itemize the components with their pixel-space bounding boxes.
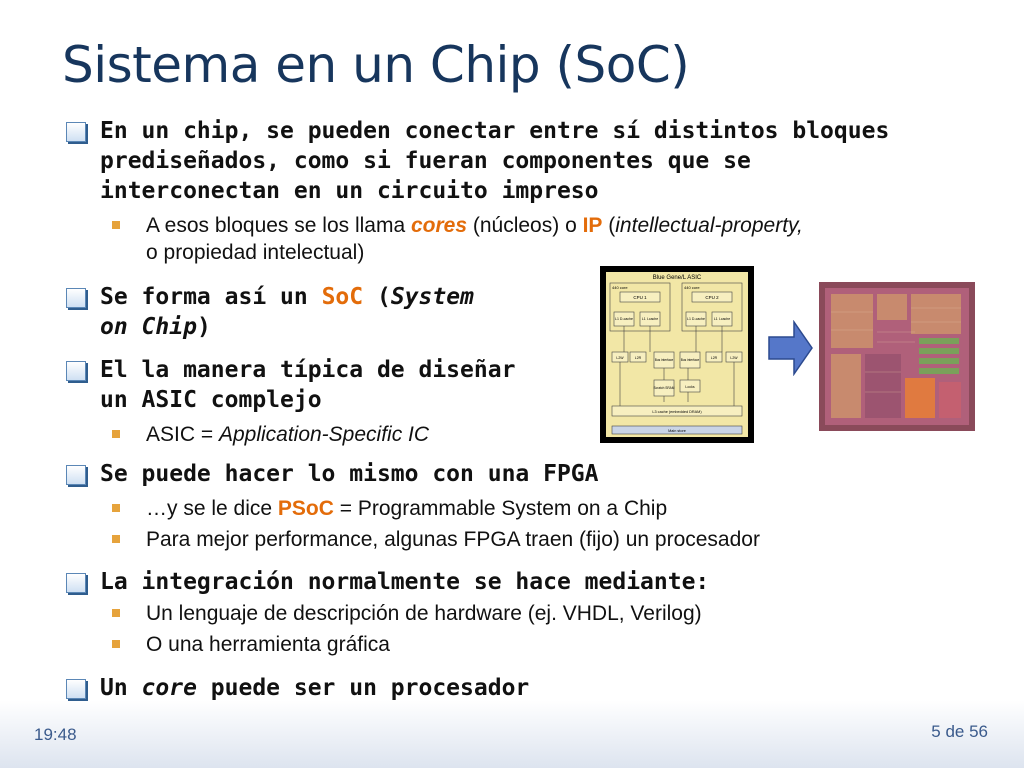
text-span: ) <box>196 314 211 340</box>
bus-iface-right: Bus interface <box>680 358 700 362</box>
core-term: core <box>141 675 197 701</box>
bullet-5-text: La integración normalmente se hace mediante: <box>100 569 710 595</box>
square-bullet-icon <box>112 430 120 438</box>
text-span: (núcleos) o <box>467 214 583 237</box>
on-chip-term: on Chip <box>100 314 197 340</box>
bullet-1-line-3: interconectan en un circuito impreso <box>100 178 599 204</box>
bullet-4-sub-1 <box>112 495 667 522</box>
checkbox-bullet-icon <box>66 573 86 593</box>
asic-expansion: Application-Specific IC <box>218 423 430 446</box>
checkbox-bullet-icon <box>66 679 86 699</box>
bullet-5 <box>66 567 709 597</box>
square-bullet-icon <box>112 640 120 648</box>
l2w-right: L2W <box>730 356 738 360</box>
right-arrow-icon <box>768 320 814 376</box>
l1-icache-left: L1 I-cache <box>641 317 659 321</box>
bus-iface-left: Bus interface <box>654 358 674 362</box>
bullet-4 <box>66 459 599 489</box>
text-span: …y se le dice <box>146 497 278 520</box>
bullet-4-text: Se puede hacer lo mismo con una FPGA <box>100 461 599 487</box>
footer-band <box>0 700 1024 768</box>
main-store-label: Main store <box>668 429 686 433</box>
cpu1-label: CPU 1 <box>633 295 647 300</box>
soc-term: SoC <box>321 284 364 310</box>
locks-label: Locks <box>685 385 695 389</box>
text-span: ( <box>602 214 616 237</box>
core-right-label: 440 core <box>684 285 700 290</box>
square-bullet-icon <box>112 535 120 543</box>
bullet-3 <box>66 355 515 415</box>
psoc-term: PSoC <box>277 497 334 520</box>
asic-block-diagram <box>600 266 754 443</box>
bullet-5-sub-1 <box>112 600 702 627</box>
square-bullet-icon <box>112 221 120 229</box>
l2w-left: L2W <box>616 356 624 360</box>
checkbox-bullet-icon <box>66 288 86 308</box>
bullet-4-sub-2-text: Para mejor performance, algunas FPGA traen (fijo) un procesador <box>146 528 760 551</box>
bullet-3-sub-1 <box>112 421 429 448</box>
text-span: puede ser un procesador <box>196 675 530 701</box>
checkbox-bullet-icon <box>66 122 86 142</box>
text-span: A esos bloques se los llama <box>146 214 411 237</box>
text-span: Un <box>100 675 142 701</box>
page-title: Sistema en un Chip (SoC) <box>62 36 690 94</box>
ip-expansion: intellectual-property, <box>615 214 803 237</box>
bullet-3-line-2: un ASIC complejo <box>100 387 322 413</box>
bullet-1-sub-1 <box>112 212 803 266</box>
checkbox-bullet-icon <box>66 361 86 381</box>
l1-dcache-right: L1 D-cache <box>687 317 705 321</box>
l1-icache-right: L1 I-cache <box>713 317 731 321</box>
page-number: 5 de 56 <box>931 722 988 741</box>
footer-time: 19:48 <box>34 725 77 744</box>
square-bullet-icon <box>112 504 120 512</box>
bullet-4-sub-2 <box>112 526 760 553</box>
l2r-left: L2R <box>634 356 642 360</box>
ip-term: IP <box>582 214 603 237</box>
diagram-title: Blue Gene/L ASIC <box>652 275 702 281</box>
l3-label: L3 cache (embedded DRAM) <box>652 410 702 414</box>
cores-term: cores <box>410 214 468 237</box>
bullet-1-line-2: prediseñados, como si fueran componentes que se <box>100 148 751 174</box>
bullet-1 <box>66 116 889 206</box>
cpu2-label: CPU 2 <box>705 295 719 300</box>
text-span: ASIC = <box>146 423 219 446</box>
square-bullet-icon <box>112 609 120 617</box>
core-left-label: 440 core <box>612 285 628 290</box>
system-term: System <box>390 284 474 310</box>
bullet-1-line-1: En un chip, se pueden conectar entre sí distintos bloques <box>100 118 890 144</box>
bullet-6 <box>66 673 529 703</box>
bullet-1-sub-1-line-2: o propiedad intelectual) <box>146 241 365 264</box>
bullet-5-sub-1-text: Un lenguaje de descripción de hardware (ej. VHDL, Verilog) <box>146 602 702 625</box>
text-span: = Programmable System on a Chip <box>333 497 668 520</box>
bullet-2 <box>66 282 474 342</box>
scratch-sram: Scratch SRAM <box>653 386 675 390</box>
l1-dcache-left: L1 D-cache <box>615 317 633 321</box>
text-span: ( <box>363 284 391 310</box>
chip-die-image <box>819 282 975 431</box>
l2r-right: L2R <box>710 356 718 360</box>
checkbox-bullet-icon <box>66 465 86 485</box>
bullet-5-sub-2 <box>112 631 390 658</box>
bullet-5-sub-2-text: O una herramienta gráfica <box>146 633 390 656</box>
text-span: Se forma así un <box>100 284 322 310</box>
asic-diagram-svg <box>600 266 754 443</box>
bullet-3-line-1: El la manera típica de diseñar <box>100 357 516 383</box>
